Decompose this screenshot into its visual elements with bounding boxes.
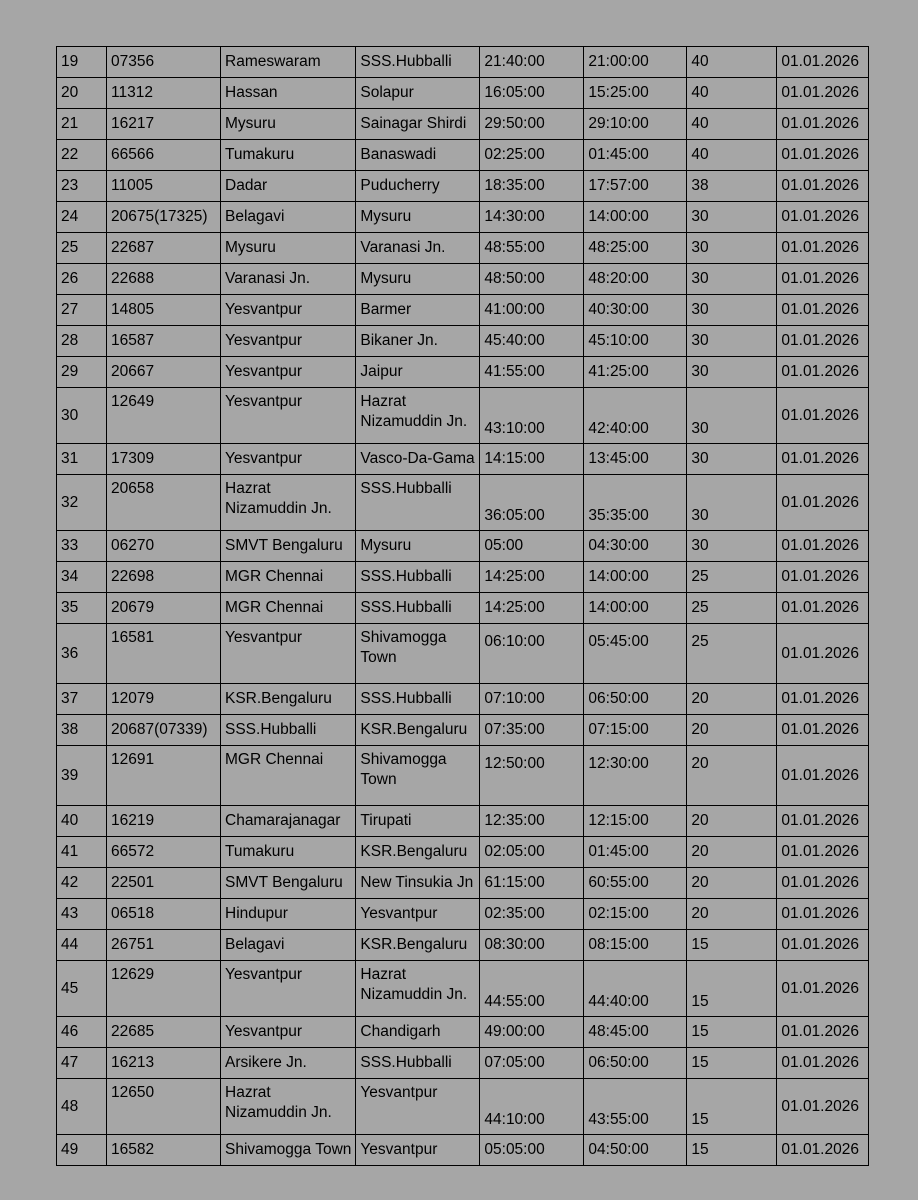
serial-number-cell: 42 xyxy=(57,868,107,899)
effective-date-cell: 01.01.2026 xyxy=(777,47,869,78)
new-timing-cell: 05:45:00 xyxy=(584,624,687,684)
destination-station-cell: Yesvantpur xyxy=(356,1135,480,1166)
old-timing-cell: 41:00:00 xyxy=(480,295,584,326)
minutes-saved-cell: 30 xyxy=(687,202,777,233)
destination-station-cell: Yesvantpur xyxy=(356,899,480,930)
destination-station-cell: SSS.Hubballi xyxy=(356,562,480,593)
train-number-cell: 06518 xyxy=(107,899,221,930)
origin-station-cell: Hindupur xyxy=(221,899,356,930)
new-timing-cell: 42:40:00 xyxy=(584,388,687,444)
effective-date-cell: 01.01.2026 xyxy=(777,531,869,562)
new-timing-cell: 04:30:00 xyxy=(584,531,687,562)
table-row xyxy=(57,140,869,171)
new-timing-cell: 14:00:00 xyxy=(584,202,687,233)
effective-date-cell: 01.01.2026 xyxy=(777,593,869,624)
minutes-saved-cell: 30 xyxy=(687,444,777,475)
table-row xyxy=(57,475,869,531)
destination-station-cell: Solapur xyxy=(356,78,480,109)
old-timing-cell: 14:15:00 xyxy=(480,444,584,475)
destination-station-cell: Tirupati xyxy=(356,806,480,837)
new-timing-cell: 35:35:00 xyxy=(584,475,687,531)
train-number-cell: 20658 xyxy=(107,475,221,531)
table-row xyxy=(57,295,869,326)
train-number-cell: 12650 xyxy=(107,1079,221,1135)
serial-number-cell: 21 xyxy=(57,109,107,140)
old-timing-cell: 61:15:00 xyxy=(480,868,584,899)
destination-station-cell: Mysuru xyxy=(356,264,480,295)
new-timing-cell: 14:00:00 xyxy=(584,593,687,624)
destination-station-cell: Jaipur xyxy=(356,357,480,388)
destination-station-cell: Shivamogga Town xyxy=(356,624,480,684)
serial-number-cell: 46 xyxy=(57,1017,107,1048)
old-timing-cell: 48:50:00 xyxy=(480,264,584,295)
minutes-saved-cell: 20 xyxy=(687,868,777,899)
train-number-cell: 22687 xyxy=(107,233,221,264)
table-row xyxy=(57,684,869,715)
train-number-cell: 26751 xyxy=(107,930,221,961)
effective-date-cell: 01.01.2026 xyxy=(777,475,869,531)
old-timing-cell: 12:50:00 xyxy=(480,746,584,806)
effective-date-cell: 01.01.2026 xyxy=(777,837,869,868)
minutes-saved-cell: 40 xyxy=(687,140,777,171)
destination-station-cell: Yesvantpur xyxy=(356,1079,480,1135)
new-timing-cell: 45:10:00 xyxy=(584,326,687,357)
old-timing-cell: 08:30:00 xyxy=(480,930,584,961)
train-number-cell: 20675(17325) xyxy=(107,202,221,233)
serial-number-cell: 47 xyxy=(57,1048,107,1079)
new-timing-cell: 41:25:00 xyxy=(584,357,687,388)
minutes-saved-cell: 30 xyxy=(687,233,777,264)
origin-station-cell: Mysuru xyxy=(221,109,356,140)
destination-station-cell: Chandigarh xyxy=(356,1017,480,1048)
serial-number-cell: 35 xyxy=(57,593,107,624)
old-timing-cell: 43:10:00 xyxy=(480,388,584,444)
train-number-cell: 22501 xyxy=(107,868,221,899)
minutes-saved-cell: 25 xyxy=(687,624,777,684)
new-timing-cell: 01:45:00 xyxy=(584,140,687,171)
serial-number-cell: 39 xyxy=(57,746,107,806)
destination-station-cell: Hazrat Nizamuddin Jn. xyxy=(356,388,480,444)
effective-date-cell: 01.01.2026 xyxy=(777,562,869,593)
minutes-saved-cell: 15 xyxy=(687,930,777,961)
train-number-cell: 16213 xyxy=(107,1048,221,1079)
origin-station-cell: Shivamogga Town xyxy=(221,1135,356,1166)
train-number-cell: 07356 xyxy=(107,47,221,78)
train-number-cell: 16581 xyxy=(107,624,221,684)
origin-station-cell: Hazrat Nizamuddin Jn. xyxy=(221,475,356,531)
destination-station-cell: Mysuru xyxy=(356,531,480,562)
old-timing-cell: 16:05:00 xyxy=(480,78,584,109)
minutes-saved-cell: 15 xyxy=(687,1079,777,1135)
new-timing-cell: 07:15:00 xyxy=(584,715,687,746)
origin-station-cell: Yesvantpur xyxy=(221,1017,356,1048)
table-row xyxy=(57,806,869,837)
new-timing-cell: 40:30:00 xyxy=(584,295,687,326)
old-timing-cell: 05:05:00 xyxy=(480,1135,584,1166)
serial-number-cell: 24 xyxy=(57,202,107,233)
train-timing-table xyxy=(56,46,869,1166)
table-row xyxy=(57,562,869,593)
minutes-saved-cell: 20 xyxy=(687,715,777,746)
table-row xyxy=(57,264,869,295)
serial-number-cell: 45 xyxy=(57,961,107,1017)
destination-station-cell: KSR.Bengaluru xyxy=(356,837,480,868)
table-row xyxy=(57,899,869,930)
train-number-cell: 14805 xyxy=(107,295,221,326)
train-number-cell: 66572 xyxy=(107,837,221,868)
minutes-saved-cell: 20 xyxy=(687,837,777,868)
table-row xyxy=(57,202,869,233)
origin-station-cell: Belagavi xyxy=(221,202,356,233)
effective-date-cell: 01.01.2026 xyxy=(777,899,869,930)
train-number-cell: 16219 xyxy=(107,806,221,837)
destination-station-cell: KSR.Bengaluru xyxy=(356,715,480,746)
table-row xyxy=(57,715,869,746)
new-timing-cell: 12:15:00 xyxy=(584,806,687,837)
old-timing-cell: 06:10:00 xyxy=(480,624,584,684)
minutes-saved-cell: 20 xyxy=(687,746,777,806)
destination-station-cell: Vasco-Da-Gama xyxy=(356,444,480,475)
old-timing-cell: 02:05:00 xyxy=(480,837,584,868)
serial-number-cell: 19 xyxy=(57,47,107,78)
table-row xyxy=(57,746,869,806)
new-timing-cell: 13:45:00 xyxy=(584,444,687,475)
minutes-saved-cell: 15 xyxy=(687,1048,777,1079)
table-row xyxy=(57,357,869,388)
new-timing-cell: 12:30:00 xyxy=(584,746,687,806)
destination-station-cell: Barmer xyxy=(356,295,480,326)
origin-station-cell: MGR Chennai xyxy=(221,593,356,624)
train-number-cell: 16217 xyxy=(107,109,221,140)
minutes-saved-cell: 15 xyxy=(687,961,777,1017)
table-row xyxy=(57,624,869,684)
effective-date-cell: 01.01.2026 xyxy=(777,624,869,684)
serial-number-cell: 40 xyxy=(57,806,107,837)
table-row xyxy=(57,47,869,78)
serial-number-cell: 38 xyxy=(57,715,107,746)
effective-date-cell: 01.01.2026 xyxy=(777,109,869,140)
new-timing-cell: 48:45:00 xyxy=(584,1017,687,1048)
origin-station-cell: Mysuru xyxy=(221,233,356,264)
old-timing-cell: 12:35:00 xyxy=(480,806,584,837)
old-timing-cell: 02:35:00 xyxy=(480,899,584,930)
effective-date-cell: 01.01.2026 xyxy=(777,868,869,899)
new-timing-cell: 06:50:00 xyxy=(584,1048,687,1079)
origin-station-cell: Yesvantpur xyxy=(221,357,356,388)
train-number-cell: 66566 xyxy=(107,140,221,171)
old-timing-cell: 48:55:00 xyxy=(480,233,584,264)
effective-date-cell: 01.01.2026 xyxy=(777,806,869,837)
train-number-cell: 11005 xyxy=(107,171,221,202)
effective-date-cell: 01.01.2026 xyxy=(777,684,869,715)
origin-station-cell: Yesvantpur xyxy=(221,624,356,684)
serial-number-cell: 20 xyxy=(57,78,107,109)
origin-station-cell: Chamarajanagar xyxy=(221,806,356,837)
destination-station-cell: Banaswadi xyxy=(356,140,480,171)
effective-date-cell: 01.01.2026 xyxy=(777,1017,869,1048)
table-row xyxy=(57,868,869,899)
minutes-saved-cell: 38 xyxy=(687,171,777,202)
serial-number-cell: 31 xyxy=(57,444,107,475)
table-row xyxy=(57,444,869,475)
old-timing-cell: 49:00:00 xyxy=(480,1017,584,1048)
destination-station-cell: Sainagar Shirdi xyxy=(356,109,480,140)
table-row xyxy=(57,1017,869,1048)
effective-date-cell: 01.01.2026 xyxy=(777,171,869,202)
old-timing-cell: 29:50:00 xyxy=(480,109,584,140)
destination-station-cell: SSS.Hubballi xyxy=(356,475,480,531)
origin-station-cell: Arsikere Jn. xyxy=(221,1048,356,1079)
new-timing-cell: 44:40:00 xyxy=(584,961,687,1017)
minutes-saved-cell: 15 xyxy=(687,1135,777,1166)
serial-number-cell: 44 xyxy=(57,930,107,961)
minutes-saved-cell: 20 xyxy=(687,806,777,837)
minutes-saved-cell: 40 xyxy=(687,47,777,78)
new-timing-cell: 08:15:00 xyxy=(584,930,687,961)
effective-date-cell: 01.01.2026 xyxy=(777,930,869,961)
minutes-saved-cell: 30 xyxy=(687,264,777,295)
train-number-cell: 22688 xyxy=(107,264,221,295)
minutes-saved-cell: 20 xyxy=(687,899,777,930)
old-timing-cell: 18:35:00 xyxy=(480,171,584,202)
old-timing-cell: 14:25:00 xyxy=(480,562,584,593)
destination-station-cell: New Tinsukia Jn xyxy=(356,868,480,899)
old-timing-cell: 02:25:00 xyxy=(480,140,584,171)
effective-date-cell: 01.01.2026 xyxy=(777,961,869,1017)
new-timing-cell: 04:50:00 xyxy=(584,1135,687,1166)
table-row xyxy=(57,593,869,624)
minutes-saved-cell: 15 xyxy=(687,1017,777,1048)
serial-number-cell: 29 xyxy=(57,357,107,388)
effective-date-cell: 01.01.2026 xyxy=(777,78,869,109)
destination-station-cell: SSS.Hubballi xyxy=(356,593,480,624)
destination-station-cell: Mysuru xyxy=(356,202,480,233)
destination-station-cell: Bikaner Jn. xyxy=(356,326,480,357)
new-timing-cell: 02:15:00 xyxy=(584,899,687,930)
table-row xyxy=(57,1079,869,1135)
table-row xyxy=(57,78,869,109)
old-timing-cell: 36:05:00 xyxy=(480,475,584,531)
table-row xyxy=(57,388,869,444)
origin-station-cell: Yesvantpur xyxy=(221,388,356,444)
effective-date-cell: 01.01.2026 xyxy=(777,202,869,233)
origin-station-cell: Tumakuru xyxy=(221,837,356,868)
new-timing-cell: 14:00:00 xyxy=(584,562,687,593)
serial-number-cell: 49 xyxy=(57,1135,107,1166)
destination-station-cell: Shivamogga Town xyxy=(356,746,480,806)
destination-station-cell: SSS.Hubballi xyxy=(356,1048,480,1079)
old-timing-cell: 44:10:00 xyxy=(480,1079,584,1135)
train-number-cell: 16587 xyxy=(107,326,221,357)
train-number-cell: 12629 xyxy=(107,961,221,1017)
minutes-saved-cell: 30 xyxy=(687,326,777,357)
new-timing-cell: 43:55:00 xyxy=(584,1079,687,1135)
origin-station-cell: Tumakuru xyxy=(221,140,356,171)
serial-number-cell: 43 xyxy=(57,899,107,930)
new-timing-cell: 06:50:00 xyxy=(584,684,687,715)
train-number-cell: 20667 xyxy=(107,357,221,388)
effective-date-cell: 01.01.2026 xyxy=(777,1135,869,1166)
new-timing-cell: 60:55:00 xyxy=(584,868,687,899)
origin-station-cell: Dadar xyxy=(221,171,356,202)
train-number-cell: 22685 xyxy=(107,1017,221,1048)
origin-station-cell: SMVT Bengaluru xyxy=(221,531,356,562)
train-number-cell: 16582 xyxy=(107,1135,221,1166)
minutes-saved-cell: 40 xyxy=(687,109,777,140)
minutes-saved-cell: 30 xyxy=(687,295,777,326)
effective-date-cell: 01.01.2026 xyxy=(777,264,869,295)
table-row xyxy=(57,171,869,202)
train-number-cell: 20679 xyxy=(107,593,221,624)
new-timing-cell: 01:45:00 xyxy=(584,837,687,868)
table-row xyxy=(57,837,869,868)
origin-station-cell: Yesvantpur xyxy=(221,326,356,357)
old-timing-cell: 14:30:00 xyxy=(480,202,584,233)
destination-station-cell: KSR.Bengaluru xyxy=(356,930,480,961)
old-timing-cell: 44:55:00 xyxy=(480,961,584,1017)
serial-number-cell: 27 xyxy=(57,295,107,326)
origin-station-cell: Yesvantpur xyxy=(221,961,356,1017)
train-number-cell: 20687(07339) xyxy=(107,715,221,746)
new-timing-cell: 48:20:00 xyxy=(584,264,687,295)
minutes-saved-cell: 25 xyxy=(687,593,777,624)
effective-date-cell: 01.01.2026 xyxy=(777,1048,869,1079)
origin-station-cell: Belagavi xyxy=(221,930,356,961)
effective-date-cell: 01.01.2026 xyxy=(777,140,869,171)
old-timing-cell: 45:40:00 xyxy=(480,326,584,357)
table-row xyxy=(57,233,869,264)
serial-number-cell: 26 xyxy=(57,264,107,295)
train-number-cell: 12691 xyxy=(107,746,221,806)
destination-station-cell: SSS.Hubballi xyxy=(356,684,480,715)
destination-station-cell: Hazrat Nizamuddin Jn. xyxy=(356,961,480,1017)
origin-station-cell: KSR.Bengaluru xyxy=(221,684,356,715)
origin-station-cell: Rameswaram xyxy=(221,47,356,78)
origin-station-cell: Varanasi Jn. xyxy=(221,264,356,295)
effective-date-cell: 01.01.2026 xyxy=(777,388,869,444)
old-timing-cell: 07:10:00 xyxy=(480,684,584,715)
new-timing-cell: 48:25:00 xyxy=(584,233,687,264)
origin-station-cell: MGR Chennai xyxy=(221,562,356,593)
effective-date-cell: 01.01.2026 xyxy=(777,746,869,806)
new-timing-cell: 15:25:00 xyxy=(584,78,687,109)
table-row xyxy=(57,326,869,357)
table-row xyxy=(57,1135,869,1166)
effective-date-cell: 01.01.2026 xyxy=(777,715,869,746)
new-timing-cell: 21:00:00 xyxy=(584,47,687,78)
destination-station-cell: SSS.Hubballi xyxy=(356,47,480,78)
new-timing-cell: 29:10:00 xyxy=(584,109,687,140)
serial-number-cell: 37 xyxy=(57,684,107,715)
serial-number-cell: 34 xyxy=(57,562,107,593)
serial-number-cell: 30 xyxy=(57,388,107,444)
serial-number-cell: 32 xyxy=(57,475,107,531)
serial-number-cell: 36 xyxy=(57,624,107,684)
old-timing-cell: 07:05:00 xyxy=(480,1048,584,1079)
destination-station-cell: Puducherry xyxy=(356,171,480,202)
origin-station-cell: MGR Chennai xyxy=(221,746,356,806)
serial-number-cell: 48 xyxy=(57,1079,107,1135)
old-timing-cell: 41:55:00 xyxy=(480,357,584,388)
train-number-cell: 12649 xyxy=(107,388,221,444)
origin-station-cell: SSS.Hubballi xyxy=(221,715,356,746)
destination-station-cell: Varanasi Jn. xyxy=(356,233,480,264)
old-timing-cell: 05:00 xyxy=(480,531,584,562)
minutes-saved-cell: 30 xyxy=(687,475,777,531)
serial-number-cell: 33 xyxy=(57,531,107,562)
old-timing-cell: 14:25:00 xyxy=(480,593,584,624)
effective-date-cell: 01.01.2026 xyxy=(777,326,869,357)
train-number-cell: 11312 xyxy=(107,78,221,109)
table-row xyxy=(57,109,869,140)
serial-number-cell: 22 xyxy=(57,140,107,171)
origin-station-cell: Yesvantpur xyxy=(221,295,356,326)
table-row xyxy=(57,930,869,961)
table-row xyxy=(57,1048,869,1079)
minutes-saved-cell: 25 xyxy=(687,562,777,593)
old-timing-cell: 07:35:00 xyxy=(480,715,584,746)
minutes-saved-cell: 40 xyxy=(687,78,777,109)
minutes-saved-cell: 30 xyxy=(687,357,777,388)
table-row xyxy=(57,961,869,1017)
effective-date-cell: 01.01.2026 xyxy=(777,444,869,475)
train-number-cell: 22698 xyxy=(107,562,221,593)
new-timing-cell: 17:57:00 xyxy=(584,171,687,202)
minutes-saved-cell: 20 xyxy=(687,684,777,715)
effective-date-cell: 01.01.2026 xyxy=(777,233,869,264)
train-number-cell: 17309 xyxy=(107,444,221,475)
serial-number-cell: 28 xyxy=(57,326,107,357)
minutes-saved-cell: 30 xyxy=(687,388,777,444)
table-row xyxy=(57,531,869,562)
origin-station-cell: Hassan xyxy=(221,78,356,109)
old-timing-cell: 21:40:00 xyxy=(480,47,584,78)
serial-number-cell: 23 xyxy=(57,171,107,202)
origin-station-cell: Hazrat Nizamuddin Jn. xyxy=(221,1079,356,1135)
effective-date-cell: 01.01.2026 xyxy=(777,295,869,326)
origin-station-cell: SMVT Bengaluru xyxy=(221,868,356,899)
effective-date-cell: 01.01.2026 xyxy=(777,357,869,388)
minutes-saved-cell: 30 xyxy=(687,531,777,562)
effective-date-cell: 01.01.2026 xyxy=(777,1079,869,1135)
train-number-cell: 06270 xyxy=(107,531,221,562)
origin-station-cell: Yesvantpur xyxy=(221,444,356,475)
train-number-cell: 12079 xyxy=(107,684,221,715)
serial-number-cell: 25 xyxy=(57,233,107,264)
serial-number-cell: 41 xyxy=(57,837,107,868)
